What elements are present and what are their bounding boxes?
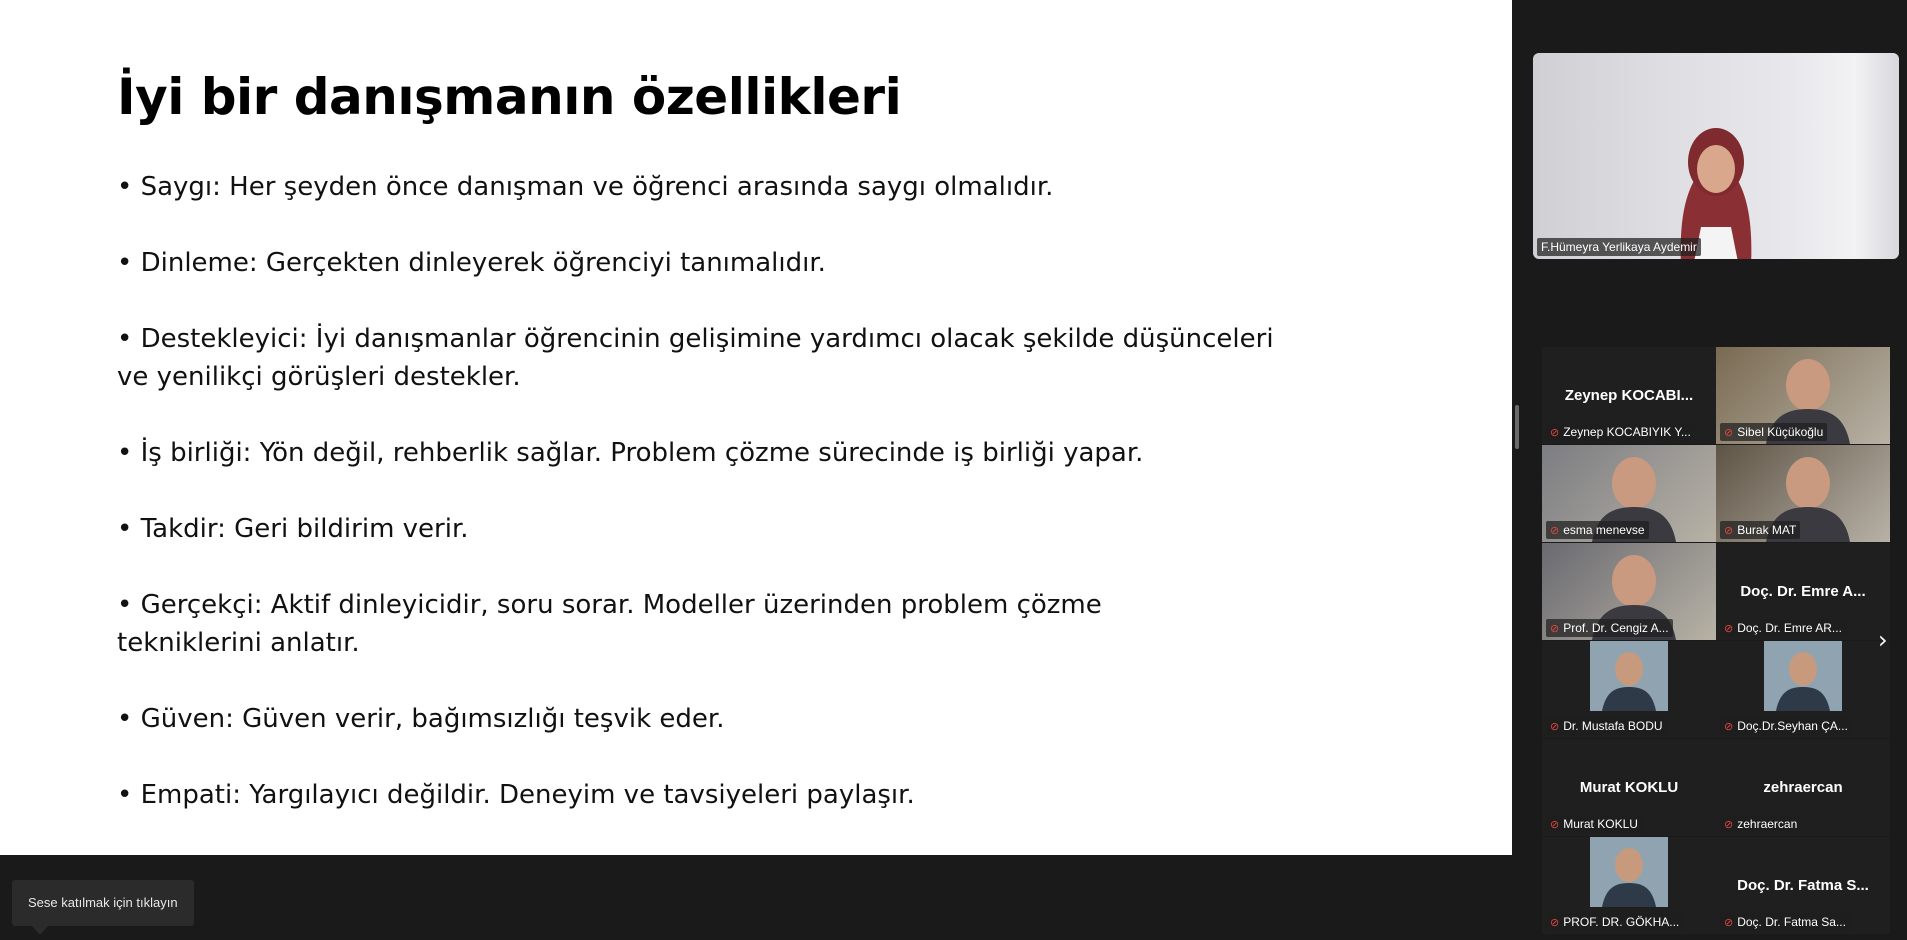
mic-off-icon: ⊘ [1724, 721, 1734, 733]
participant-name: Doç. Dr. Fatma Sa... [1737, 915, 1846, 929]
participant-tile[interactable] [1542, 739, 1716, 836]
participant-tile[interactable] [1716, 641, 1890, 738]
mic-off-icon: ⊘ [1550, 525, 1560, 537]
participant-name-label [1720, 423, 1827, 441]
mic-off-icon: ⊘ [1724, 819, 1734, 831]
participant-display-name: Doç. Dr. Emre A... [1740, 583, 1866, 600]
mic-off-icon: ⊘ [1550, 427, 1560, 439]
avatar [1764, 641, 1842, 711]
bullet-guven: • Güven: Güven verir, bağımsızlığı teşvik eder. [117, 704, 725, 734]
participant-name: Prof. Dr. Cengiz A... [1563, 621, 1669, 635]
participant-name: Burak MAT [1737, 523, 1797, 537]
speaker-name-label: F.Hümeyra Yerlikaya Aydemir [1537, 238, 1701, 256]
participant-tile[interactable] [1716, 739, 1890, 836]
join-audio-tooltip[interactable]: Sese katılmak için tıklayın [12, 880, 194, 926]
participant-name-label [1720, 521, 1800, 539]
participant-name: zehraercan [1737, 817, 1798, 831]
participant-name: Murat KOKLU [1563, 817, 1638, 831]
participant-name-label [1720, 913, 1850, 931]
participant-name-label [1546, 521, 1649, 539]
participant-tile[interactable] [1542, 347, 1716, 444]
participant-name-label [1546, 913, 1683, 931]
bullet-dinleme: • Dinleme: Gerçekten dinleyerek öğrenciyi tanımalıdır. [117, 248, 826, 278]
mic-off-icon: ⊘ [1550, 917, 1560, 929]
participant-name: Zeynep KOCABIYIK Y... [1563, 425, 1691, 439]
participant-name-label [1720, 717, 1852, 735]
participant-display-name: Murat KOKLU [1579, 779, 1679, 796]
participant-name-label [1720, 815, 1801, 833]
participant-name: Dr. Mustafa BODU [1563, 719, 1663, 733]
avatar [1590, 641, 1668, 711]
bottom-bar [0, 855, 1512, 940]
participant-tile[interactable] [1542, 445, 1716, 542]
participant-tile[interactable] [1542, 543, 1716, 640]
participant-tile[interactable] [1542, 837, 1716, 934]
mic-off-icon: ⊘ [1550, 721, 1560, 733]
mic-off-icon: ⊘ [1724, 525, 1734, 537]
mic-off-icon: ⊘ [1724, 917, 1734, 929]
avatar [1590, 837, 1668, 907]
bullet-is-birligi: • İş birliği: Yön değil, rehberlik sağlar. Problem çözme sürecinde iş birliği yapar. [117, 438, 1144, 468]
participant-tile[interactable] [1542, 641, 1716, 738]
bullet-saygi: • Saygı: Her şeyden önce danışman ve öğrenci arasında saygı olmalıdır. [117, 172, 1054, 202]
participant-tile[interactable] [1716, 347, 1890, 444]
mic-off-icon: ⊘ [1550, 819, 1560, 831]
mic-off-icon: ⊘ [1724, 427, 1734, 439]
participant-name: Sibel Küçükoğlu [1737, 425, 1824, 439]
sidebar-resize-handle[interactable] [1515, 405, 1519, 449]
participant-name-label [1546, 423, 1695, 441]
participant-name-label [1720, 619, 1846, 637]
participant-name: PROF. DR. GÖKHA... [1563, 915, 1680, 929]
mic-off-icon: ⊘ [1724, 623, 1734, 635]
participant-name-label [1546, 815, 1642, 833]
participant-tile[interactable] [1716, 543, 1890, 640]
tooltip-arrow [32, 926, 48, 935]
slide-title: İyi bir danışmanın özellikleri [117, 68, 902, 126]
bullet-takdir: • Takdir: Geri bildirim verir. [117, 514, 469, 544]
bullet-empati: • Empati: Yargılayıcı değildir. Deneyim ve tavsiyeleri paylaşır. [117, 780, 915, 810]
chevron-right-icon[interactable]: › [1878, 626, 1888, 654]
participant-name: esma menevse [1563, 523, 1645, 537]
active-speaker-video[interactable] [1533, 53, 1899, 259]
participant-name-label [1546, 717, 1667, 735]
participant-name: Doç.Dr.Seyhan ÇA... [1737, 719, 1848, 733]
mic-off-icon: ⊘ [1550, 623, 1560, 635]
participant-display-name: Doç. Dr. Fatma S... [1737, 877, 1869, 894]
bullet-gercekci: • Gerçekçi: Aktif dinleyicidir, soru sorar. Modeller üzerinden problem çözme tekniklerini anlatır. [117, 590, 1102, 658]
bullet-destekleyici: • Destekleyici: İyi danışmanlar öğrencinin gelişimine yardımcı olacak şekilde düşünceleri ve yenilikçi görüşleri destekler. [117, 324, 1274, 392]
participant-tile[interactable] [1716, 837, 1890, 934]
participant-display-name: Zeynep KOCABI... [1564, 387, 1694, 404]
participant-name-label [1546, 619, 1673, 637]
participant-name: Doç. Dr. Emre AR... [1737, 621, 1842, 635]
participant-display-name: zehraercan [1763, 779, 1843, 796]
participant-tile[interactable] [1716, 445, 1890, 542]
